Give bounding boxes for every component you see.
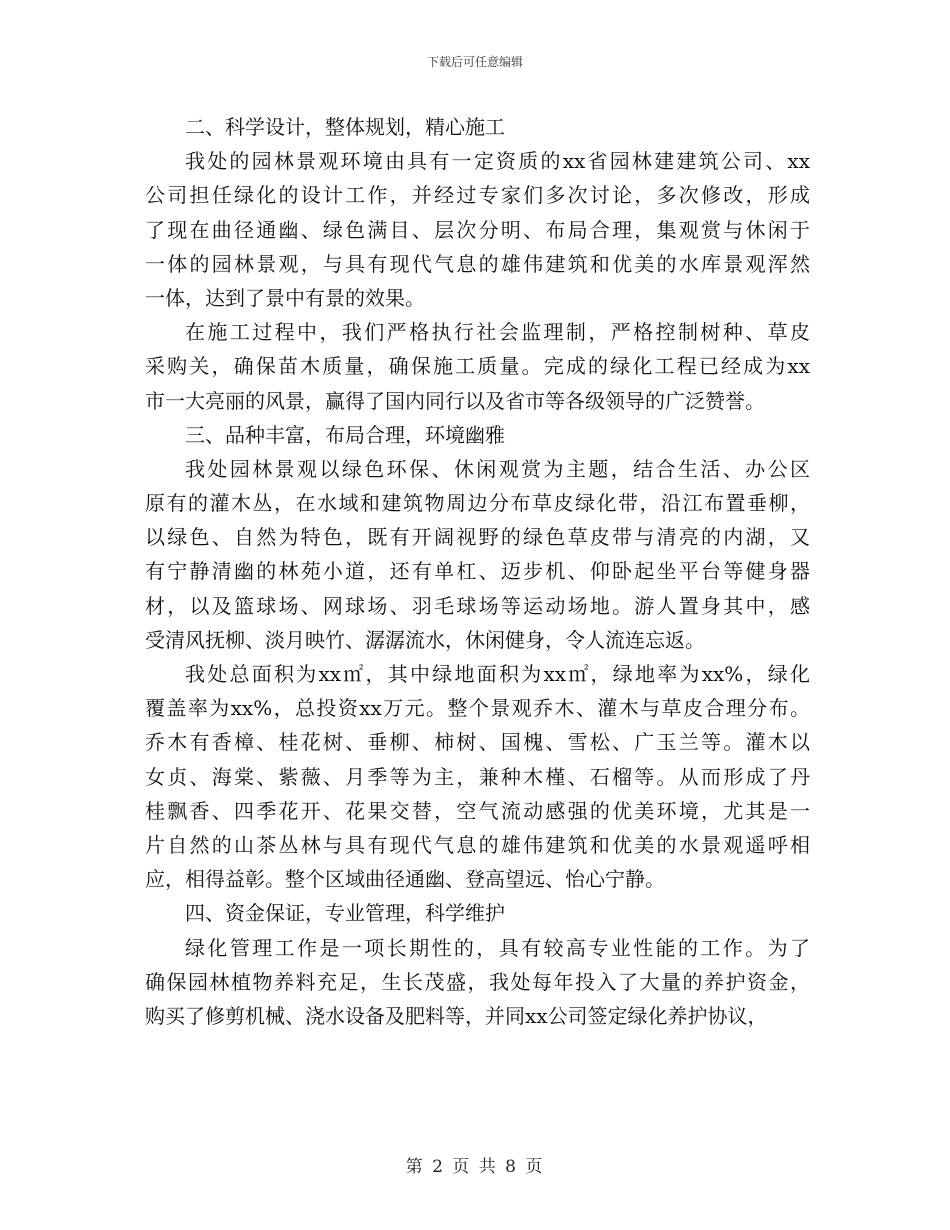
- text-line: 公司担任绿化的设计工作，并经过专家们多次讨论，多次修改，形成: [145, 183, 810, 208]
- text-line: 市一大亮丽的风景，赢得了国内同行以及省市等各级领导的广泛赞誉。: [145, 388, 765, 413]
- text-line: 应，相得益彰。整个区域曲径通幽、登高望远、怡心宁静。: [145, 867, 665, 892]
- text-line: 材，以及篮球场、网球场、羽毛球场等运动场地。游人置身其中，感: [145, 593, 810, 618]
- text-line: 二、科学设计，整体规划，精心施工: [185, 115, 505, 139]
- text-line: 桂飘香、四季花开、花果交替，空气流动感强的优美环境，尤其是一: [145, 798, 810, 823]
- text-line: 片自然的山茶丛林与具有现代气息的雄伟建筑和优美的水景观遥呼相: [145, 832, 810, 857]
- text-line: 女贞、海棠、紫薇、月季等为主，兼种木槿、石榴等。从而形成了丹: [145, 764, 810, 789]
- text-line: 采购关，确保苗木质量，确保施工质量。完成的绿化工程已经成为xx: [145, 354, 810, 379]
- text-line: 原有的灌木丛，在水域和建筑物周边分布草皮绿化带，沿江布置垂柳，: [145, 491, 810, 516]
- text-line: 四、资金保证，专业管理，科学维护: [185, 901, 505, 926]
- text-line: 在施工过程中，我们严格执行社会监理制，严格控制树种、草皮: [185, 320, 810, 345]
- text-line: 绿化管理工作是一项长期性的，具有较高专业性能的工作。为了: [185, 935, 810, 960]
- text-line: 乔木有香樟、桂花树、垂柳、柿树、国槐、雪松、广玉兰等。灌木以: [145, 730, 810, 755]
- text-line: 一体的园林景观，与具有现代气息的雄伟建筑和优美的水库景观浑然: [145, 251, 810, 276]
- text-line: 有宁静清幽的林苑小道，还有单杠、迈步机、仰卧起坐平台等健身器: [145, 559, 810, 584]
- text-line: 以绿色、自然为特色，既有开阔视野的绿色草皮带与清亮的内湖，又: [145, 525, 810, 550]
- document-body: [145, 110, 810, 1033]
- text-line: 我处总面积为xx㎡，其中绿地面积为xx㎡，绿地率为xx%，绿化: [185, 662, 810, 686]
- page-header: 下载后可任意编辑: [426, 55, 523, 69]
- text-line: 确保园林植物养料充足，生长茂盛，我处每年投入了大量的养护资金，: [145, 969, 810, 994]
- text-line: 我处园林景观以绿色环保、休闲观赏为主题，结合生活、办公区: [185, 456, 810, 481]
- text-line: 三、品种丰富，布局合理，环境幽雅: [185, 422, 505, 447]
- text-line: 受清风抚柳、淡月映竹、潺潺流水，休闲健身，令人流连忘返。: [145, 627, 705, 652]
- text-line: 了现在曲径通幽、绿色满目、层次分明、布局合理，集观赏与休闲于: [145, 217, 810, 242]
- text-line: 我处的园林景观环境由具有一定资质的xx省园林建建筑公司、xx: [185, 149, 810, 174]
- page-footer: 第 2 页 共 8 页: [405, 1157, 545, 1177]
- text-line: 覆盖率为xx%，总投资xx万元。整个景观乔木、灌木与草皮合理分布。: [145, 696, 810, 721]
- text-line: 购买了修剪机械、浇水设备及肥料等，并同xx公司签定绿化养护协议，: [145, 1003, 768, 1028]
- text-line: 一体，达到了景中有景的效果。: [145, 285, 425, 310]
